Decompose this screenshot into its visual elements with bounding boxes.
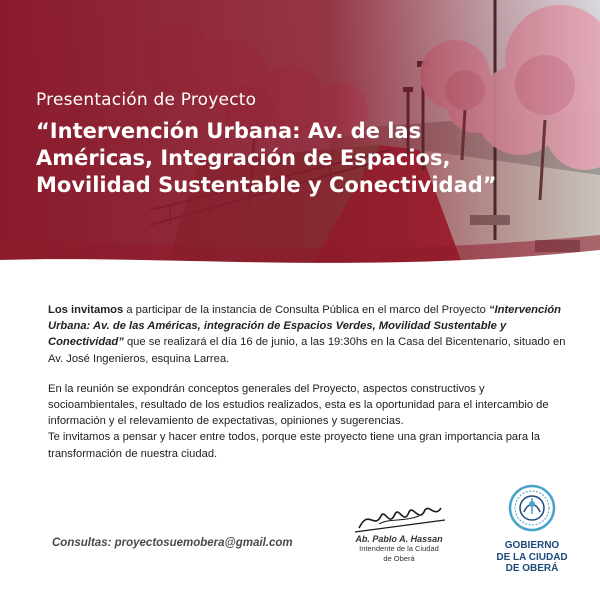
contact-email: Consultas: proyectosuemobera@gmail.com bbox=[52, 537, 293, 549]
hero-banner bbox=[0, 0, 600, 285]
project-name: “Intervención Urbana: Av. de las Américas, integración de Espacios Verdes, Movilidad Sustentable y Conectividad” bbox=[48, 304, 562, 349]
signature-icon bbox=[349, 498, 449, 538]
signature-block bbox=[344, 498, 454, 564]
invitation-text: a participar de la instancia de Consulta Pública en el marco del Proyecto bbox=[123, 304, 489, 316]
government-name-line: DE OBERÁ bbox=[505, 563, 559, 574]
government-logo-block bbox=[492, 484, 572, 575]
invitation-paragraph-1 bbox=[48, 302, 568, 367]
hero-title-line: Movilidad Sustentable y Conectividad” bbox=[36, 173, 497, 197]
government-name bbox=[492, 540, 572, 575]
signer-name: Ab. Pablo A. Hassan bbox=[355, 534, 443, 544]
invitation-paragraph-2: En la reunión se expondrán conceptos generales del Proyecto, aspectos constructivos y socioambientales, resultado de los estudios realizados, esta es la oportunidad para el intercambio de información y el relevamiento de expectativas, opiniones y sugerencias. bbox=[48, 382, 549, 428]
invitation-body bbox=[48, 302, 568, 462]
signer-role: Intendente de la Ciudad de Oberá bbox=[359, 544, 439, 563]
hero-title-line: Américas, Integración de Espacios, bbox=[36, 146, 451, 170]
invitation-paragraph-3: Te invitamos a pensar y hacer entre todos, porque este proyecto tiene una gran importancia para la transformación de nuestra ciudad. bbox=[48, 431, 540, 460]
hero-text-block bbox=[36, 90, 556, 199]
government-seal-icon bbox=[508, 484, 556, 532]
government-name-line: DE LA CIUDAD bbox=[496, 551, 568, 563]
government-name-line: GOBIERNO bbox=[504, 540, 560, 551]
hero-title-line: “Intervención Urbana: Av. de las bbox=[36, 119, 422, 143]
invitation-lead: Los invitamos bbox=[48, 304, 124, 316]
invitation-details: que se realizará el día 16 de junio, a las 19:30hs en la Casa del Bicentenario, situado en Av. José Ingenieros, esquina Larrea. bbox=[48, 336, 566, 365]
hero-subtitle: Presentación de Proyecto bbox=[36, 90, 257, 110]
hero-title bbox=[36, 118, 556, 199]
